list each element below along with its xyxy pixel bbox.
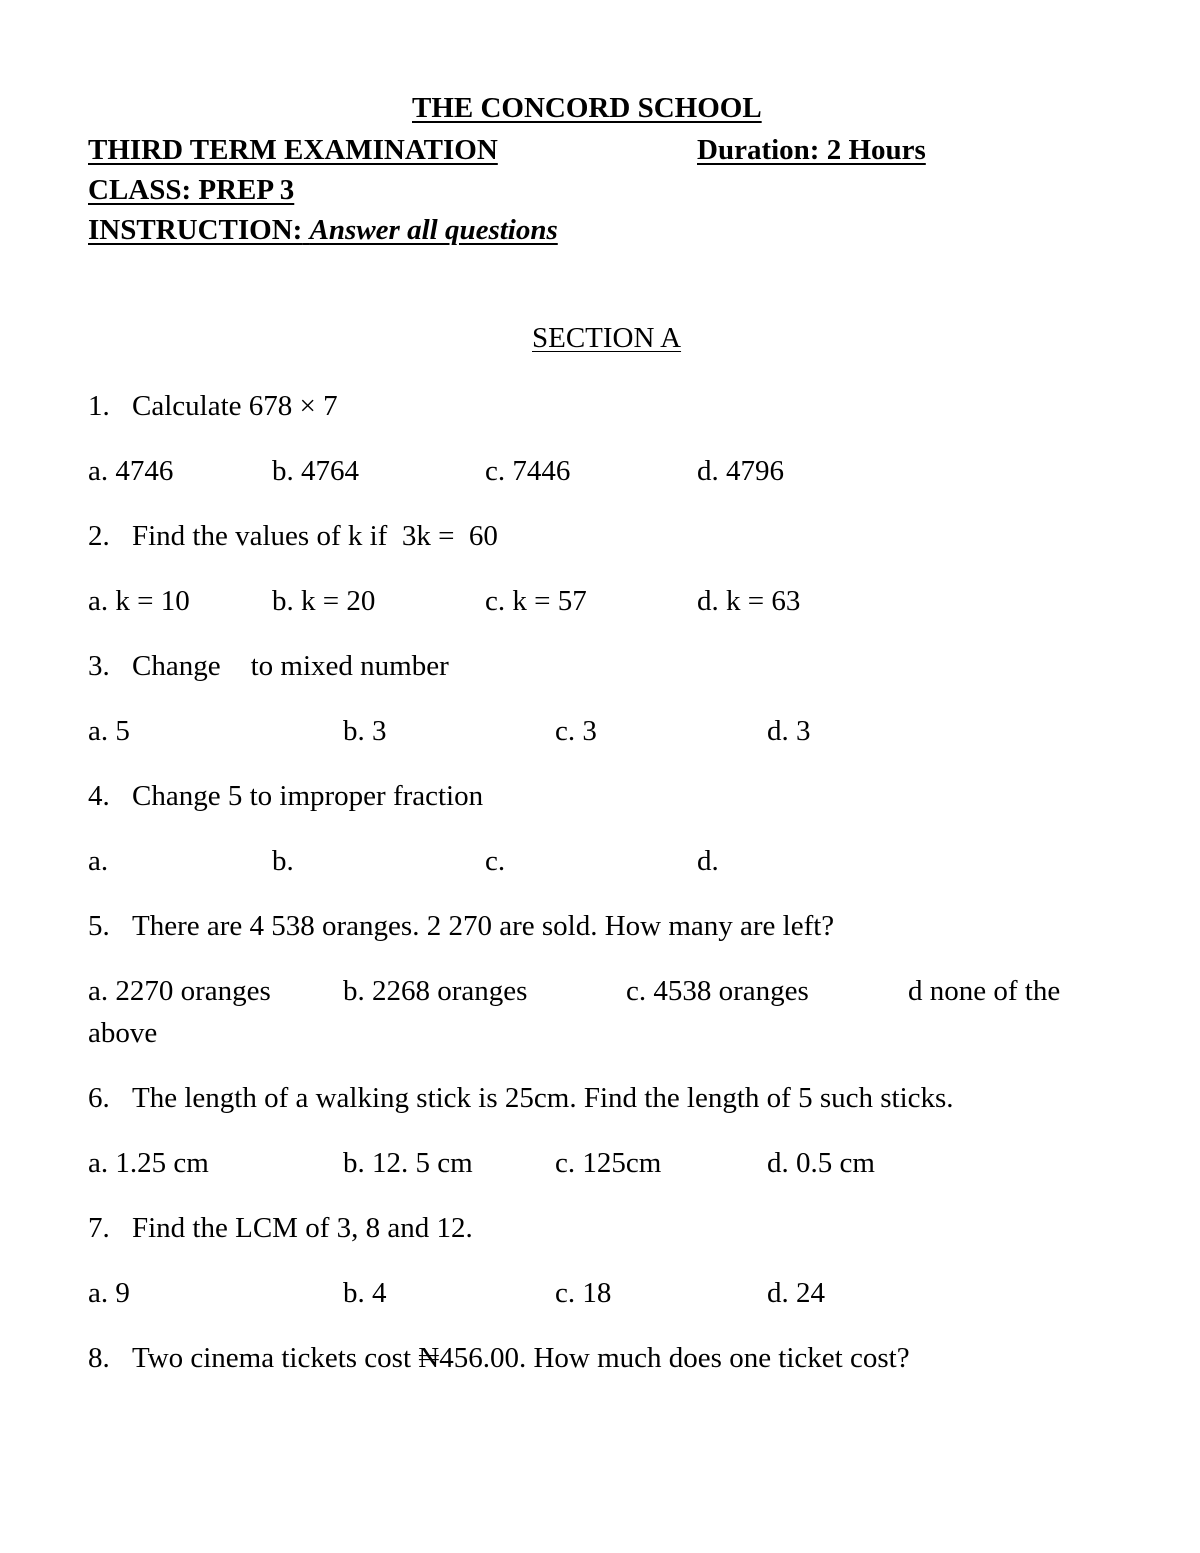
question-2 [88,522,498,551]
question-5 [88,912,834,941]
option-3b: b. 3 [343,715,387,747]
question-number: 5. [88,910,110,942]
question-text: Change 5 to improper fraction [132,780,484,812]
question-text: There are 4 538 oranges. 2 270 are sold. How many are left? [132,910,835,942]
question-number: 1. [88,390,110,422]
option-2c: c. k = 57 [485,585,587,617]
question-text-after: to mixed number [250,650,449,682]
option-7c: c. 18 [555,1277,612,1309]
option-7d: d. 24 [767,1277,825,1309]
section-title: SECTION A [532,322,682,354]
question-number: 7. [88,1212,110,1244]
class-label: CLASS: PREP 3 [88,174,295,206]
question-3 [88,652,449,681]
question-number: 2. [88,520,110,552]
option-5a: a. 2270 oranges [88,975,271,1007]
option-1c: c. 7446 [485,455,571,487]
school-title: THE CONCORD SCHOOL [412,92,762,124]
question-7 [88,1214,473,1243]
instruction-line [88,216,558,245]
option-3c: c. 3 [555,715,597,747]
option-2b: b. k = 20 [272,585,376,617]
question-text: The length of a walking stick is 25cm. Find the length of 5 such sticks. [132,1082,954,1114]
option-5b: b. 2268 oranges [343,975,528,1007]
option-5d-wrap: above [88,1017,158,1049]
question-4 [88,782,483,811]
option-3d: d. 3 [767,715,811,747]
option-5d: d none of the [908,975,1061,1007]
question-8 [88,1344,910,1373]
question-6 [88,1084,954,1113]
class-blank [294,176,648,205]
option-4d: d. [697,845,719,877]
option-7a: a. 9 [88,1277,130,1309]
question-1 [88,392,338,421]
option-1a: a. 4746 [88,455,174,487]
option-5c: c. 4538 oranges [626,975,809,1007]
option-4b: b. [272,845,294,877]
option-2d: d. k = 63 [697,585,801,617]
exam-title: THIRD TERM EXAMINATION [88,134,498,166]
question-text-before: Change [132,650,221,682]
option-1d: d. 4796 [697,455,784,487]
option-7b: b. 4 [343,1277,387,1309]
question-text: Find the LCM of 3, 8 and 12. [132,1212,473,1244]
question-number: 8. [88,1342,110,1374]
option-1b: b. 4764 [272,455,359,487]
duration: Duration: 2 Hours [697,134,926,166]
instruction-label: INSTRUCTION: [88,214,303,246]
question-number: 3. [88,650,110,682]
option-4a: a. [88,845,109,877]
question-text: Find the values of k if 3k = 60 [132,520,498,552]
question-text: Calculate 678 × 7 [132,390,338,422]
question-text: Two cinema tickets cost ₦456.00. How much does one ticket cost? [132,1342,910,1374]
option-6b: b. 12. 5 cm [343,1147,473,1179]
question-number: 4. [88,780,110,812]
class-line [88,176,648,205]
option-2a: a. k = 10 [88,585,190,617]
option-6c: c. 125cm [555,1147,662,1179]
option-4c: c. [485,845,506,877]
option-6a: a. 1.25 cm [88,1147,209,1179]
instruction-text: Answer all questions [309,214,558,246]
question-number: 6. [88,1082,110,1114]
option-3a: a. 5 [88,715,130,747]
option-6d: d. 0.5 cm [767,1147,875,1179]
exam-title-gap [585,136,985,165]
